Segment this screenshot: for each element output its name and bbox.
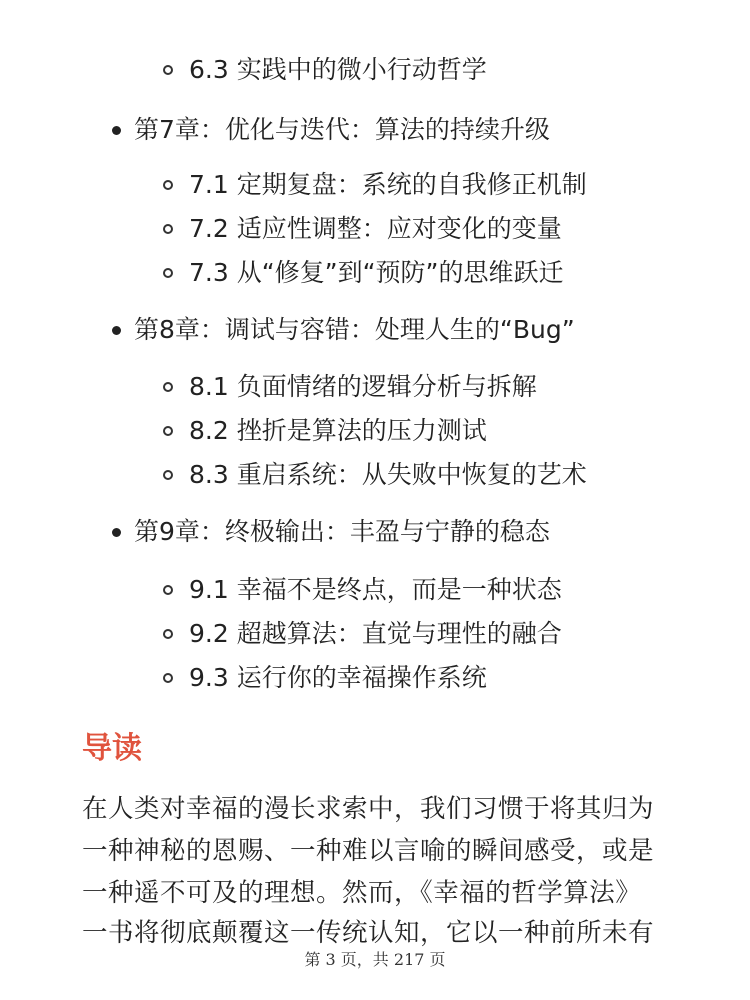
paragraph-line: 一种遥不可及的理想。然而，《幸福的哲学算法》: [82, 878, 642, 908]
section-heading-intro: 导读: [82, 731, 142, 766]
toc-item-9-3[interactable]: 9.3 运行你的幸福操作系统: [189, 663, 487, 692]
paragraph-line: 一书将彻底颠覆这一传统认知，它以一种前所未有: [82, 918, 655, 948]
toc-item-9-1[interactable]: 9.1 幸福不是终点，而是一种状态: [189, 575, 562, 604]
sub-item-bullet-icon: [163, 673, 173, 683]
sub-item-bullet-icon: [163, 629, 173, 639]
chapter-bullet-icon: [112, 326, 121, 335]
sub-item-bullet-icon: [163, 426, 173, 436]
toc-item-9-2[interactable]: 9.2 超越算法：直觉与理性的融合: [189, 619, 562, 648]
toc-chapter-8[interactable]: 第8章：调试与容错：处理人生的“Bug”: [134, 315, 575, 344]
toc-item-8-1[interactable]: 8.1 负面情绪的逻辑分析与拆解: [189, 372, 537, 401]
chapter-bullet-icon: [112, 528, 121, 537]
toc-item-7-2[interactable]: 7.2 适应性调整：应对变化的变量: [189, 214, 562, 243]
sub-item-bullet-icon: [163, 585, 173, 595]
toc-item-7-3[interactable]: 7.3 从“修复”到“预防”的思维跃迁: [189, 258, 564, 287]
page-footer: 第 3 页，共 217 页: [304, 950, 446, 969]
toc-chapter-9[interactable]: 第9章：终极输出：丰盈与宁静的稳态: [134, 517, 550, 546]
toc-item-8-3[interactable]: 8.3 重启系统：从失败中恢复的艺术: [189, 460, 587, 489]
chapter-bullet-icon: [112, 126, 121, 135]
sub-item-bullet-icon: [163, 268, 173, 278]
sub-item-bullet-icon: [163, 470, 173, 480]
toc-chapter-7[interactable]: 第7章：优化与迭代：算法的持续升级: [134, 115, 550, 144]
paragraph-line: 在人类对幸福的漫长求索中，我们习惯于将其归为: [82, 794, 655, 824]
sub-item-bullet-icon: [163, 180, 173, 190]
sub-item-bullet-icon: [163, 65, 173, 75]
sub-item-bullet-icon: [163, 382, 173, 392]
paragraph-line: 一种神秘的恩赐、一种难以言喻的瞬间感受，或是: [82, 836, 655, 866]
toc-item-7-1[interactable]: 7.1 定期复盘：系统的自我修正机制: [189, 170, 587, 199]
sub-item-bullet-icon: [163, 224, 173, 234]
toc-item-8-2[interactable]: 8.2 挫折是算法的压力测试: [189, 416, 487, 445]
toc-item-6-3[interactable]: 6.3 实践中的微小行动哲学: [189, 55, 487, 84]
